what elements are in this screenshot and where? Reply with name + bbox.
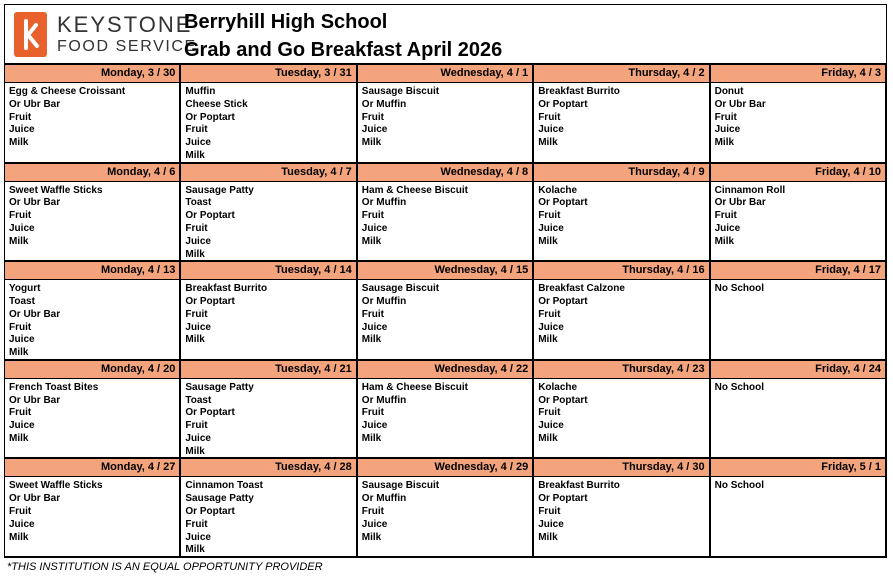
menu-item-list [5, 477, 179, 544]
menu-item: Toast [185, 394, 212, 406]
menu-item: Fruit [714, 210, 737, 222]
menu-header [4, 4, 887, 64]
menu-item-list [5, 280, 179, 360]
menu-item: Milk [185, 334, 205, 346]
menu-item: Cheese Stick [185, 98, 248, 110]
menu-item: Or Poptart [538, 197, 588, 209]
menu-item: Kolache [538, 184, 578, 196]
menu-item: Milk [538, 235, 558, 247]
menu-item: Yogurt [9, 283, 41, 295]
day-cell [711, 361, 887, 460]
menu-item-list [711, 182, 885, 249]
menu-item: Juice [9, 420, 35, 432]
menu-item: Milk [538, 137, 558, 149]
menu-item: Fruit [361, 407, 385, 419]
menu-item: Fruit [9, 111, 32, 123]
menu-item: Fruit [538, 308, 561, 320]
day-cell [5, 459, 181, 558]
menu-item: Juice [9, 334, 35, 346]
logo-name: KEYSTONE [57, 12, 193, 37]
menu-item-list [358, 83, 532, 150]
menu-item-list [5, 83, 179, 150]
day-date-header: Friday, 4 / 3 [711, 65, 885, 83]
menu-item-list [534, 182, 708, 249]
menu-item: Ham & Cheese Biscuit [361, 381, 468, 393]
menu-item: Breakfast Burrito [538, 480, 620, 492]
menu-item: Milk [714, 137, 735, 149]
day-date-header: Monday, 4 / 27 [5, 459, 179, 477]
menu-item: Fruit [361, 505, 385, 517]
menu-item-list [181, 280, 355, 347]
menu-item-list [181, 182, 355, 262]
menu-item-list [358, 477, 532, 544]
menu-item: Milk [361, 334, 382, 346]
day-date-header: Friday, 4 / 10 [711, 164, 885, 182]
menu-item: Or Poptart [185, 295, 235, 307]
day-date-header: Monday, 4 / 13 [5, 262, 179, 280]
menu-item: Or Muffin [361, 98, 407, 110]
day-cell [711, 164, 887, 263]
menu-item: Fruit [361, 210, 385, 222]
day-date-header: Wednesday, 4 / 15 [358, 262, 532, 280]
menu-item: Donut [714, 86, 744, 97]
menu-item: Juice [9, 518, 35, 530]
day-date-header: Monday, 4 / 20 [5, 361, 179, 379]
menu-item: Or Ubr Bar [9, 308, 61, 320]
footer-note: *THIS INSTITUTION IS AN EQUAL OPPORTUNITY PROVIDER [7, 561, 323, 573]
day-cell [358, 65, 534, 164]
menu-item: Sweet Waffle Sticks [9, 184, 103, 196]
day-date-header: Tuesday, 4 / 7 [181, 164, 355, 182]
menu-item: Or Muffin [361, 493, 407, 505]
menu-item: Fruit [538, 407, 561, 419]
menu-item: French Toast Bites [9, 381, 99, 393]
day-cell [5, 262, 181, 361]
menu-item: Juice [9, 222, 35, 234]
menu-item: Breakfast Calzone [538, 283, 625, 295]
menu-item: Fruit [185, 124, 208, 136]
menu-item: Or Ubr Bar [714, 197, 766, 209]
menu-item: Cinnamon Roll [714, 184, 786, 196]
menu-item: Juice [361, 321, 388, 333]
menu-item: Or Poptart [538, 295, 588, 307]
day-cell [5, 65, 181, 164]
menu-item-list [534, 280, 708, 347]
menu-item: Fruit [185, 420, 208, 432]
day-date-header: Friday, 4 / 17 [711, 262, 885, 280]
day-cell [181, 262, 357, 361]
menu-item: Juice [9, 124, 35, 136]
menu-item: Juice [361, 222, 388, 234]
menu-item: Fruit [9, 505, 32, 517]
menu-item: Fruit [361, 308, 385, 320]
menu-item: Milk [185, 544, 205, 556]
day-cell [358, 361, 534, 460]
menu-item: Juice [538, 321, 564, 333]
day-cell [711, 262, 887, 361]
menu-item: Milk [538, 334, 558, 346]
menu-item: Toast [9, 295, 35, 307]
menu-item: Ham & Cheese Biscuit [361, 184, 468, 196]
menu-item: Or Ubr Bar [9, 98, 61, 110]
menu-item-list [711, 477, 885, 493]
day-cell [711, 65, 887, 164]
day-cell [534, 361, 710, 460]
menu-item-list [181, 477, 355, 557]
day-date-header: Friday, 4 / 24 [711, 361, 885, 379]
menu-item: Fruit [185, 518, 208, 530]
day-date-header: Monday, 3 / 30 [5, 65, 179, 83]
menu-item-list [711, 83, 885, 150]
menu-item: Juice [538, 124, 564, 136]
day-cell [358, 262, 534, 361]
day-date-header: Wednesday, 4 / 29 [358, 459, 532, 477]
menu-item-list [534, 477, 708, 544]
day-cell [181, 361, 357, 460]
menu-item: Milk [185, 445, 205, 457]
logo-subtitle: FOOD SERVICE [57, 38, 197, 55]
menu-item: Milk [9, 137, 29, 149]
school-name: Berryhill High School [184, 11, 388, 33]
menu-item-list [711, 280, 885, 296]
menu-item: Or Poptart [185, 111, 235, 123]
menu-item: Sausage Biscuit [361, 283, 440, 295]
menu-item: Kolache [538, 381, 578, 393]
menu-item: Milk [361, 235, 382, 247]
menu-item: Fruit [9, 407, 32, 419]
menu-item: No School [714, 381, 765, 393]
menu-item: Juice [185, 531, 211, 543]
menu-item: Muffin [185, 86, 216, 97]
day-date-header: Tuesday, 4 / 14 [181, 262, 355, 280]
menu-item: Toast [185, 197, 212, 209]
menu-item: Or Poptart [538, 493, 588, 505]
menu-item: Juice [361, 124, 388, 136]
menu-item-list [181, 379, 355, 459]
menu-item: Or Poptart [538, 394, 588, 406]
menu-item: Fruit [538, 111, 561, 123]
menu-item: Or Muffin [361, 394, 407, 406]
menu-item: Fruit [185, 308, 208, 320]
menu-item: Sausage Biscuit [361, 480, 440, 492]
menu-item: Or Muffin [361, 197, 407, 209]
menu-item: Juice [714, 222, 741, 234]
menu-item-list [534, 379, 708, 446]
day-date-header: Tuesday, 4 / 21 [181, 361, 355, 379]
menu-item: Sausage Patty [185, 493, 254, 505]
day-cell [534, 262, 710, 361]
menu-item: Juice [361, 518, 388, 530]
menu-item: Breakfast Burrito [185, 283, 268, 295]
day-cell [534, 164, 710, 263]
day-date-header: Tuesday, 3 / 31 [181, 65, 355, 83]
menu-item: Cinnamon Toast [185, 480, 263, 492]
menu-item: Juice [714, 124, 741, 136]
day-date-header: Wednesday, 4 / 22 [358, 361, 532, 379]
menu-item: Milk [9, 531, 29, 543]
menu-item: Fruit [185, 222, 208, 234]
menu-item: No School [714, 283, 765, 295]
menu-item: Egg & Cheese Croissant [9, 86, 126, 97]
menu-item: Juice [538, 518, 564, 530]
day-cell [534, 459, 710, 558]
day-cell [181, 164, 357, 263]
menu-item: Sausage Patty [185, 381, 254, 393]
menu-item: Juice [185, 235, 211, 247]
menu-item: Milk [9, 347, 29, 359]
day-cell [534, 65, 710, 164]
menu-item: Juice [185, 321, 211, 333]
menu-item: Milk [361, 137, 382, 149]
day-cell [5, 361, 181, 460]
menu-item-list [358, 182, 532, 249]
menu-item: Sausage Patty [185, 184, 254, 196]
day-cell [358, 459, 534, 558]
menu-item: Milk [9, 432, 29, 444]
menu-item: Sausage Biscuit [361, 86, 440, 97]
menu-item: No School [714, 480, 765, 492]
day-cell [358, 164, 534, 263]
day-date-header: Thursday, 4 / 9 [534, 164, 708, 182]
day-date-header: Tuesday, 4 / 28 [181, 459, 355, 477]
day-cell [5, 164, 181, 263]
menu-item: Fruit [9, 210, 32, 222]
day-date-header: Thursday, 4 / 2 [534, 65, 708, 83]
menu-item: Or Muffin [361, 295, 407, 307]
day-date-header: Wednesday, 4 / 8 [358, 164, 532, 182]
menu-item: Or Ubr Bar [9, 493, 61, 505]
menu-item-list [5, 379, 179, 446]
menu-item: Breakfast Burrito [538, 86, 620, 97]
day-date-header: Friday, 5 / 1 [711, 459, 885, 477]
menu-item: Or Ubr Bar [9, 197, 61, 209]
day-cell [711, 459, 887, 558]
menu-item: Or Ubr Bar [714, 98, 766, 110]
calendar-grid [4, 64, 887, 558]
keystone-logo-icon [14, 12, 47, 57]
menu-item: Fruit [538, 505, 561, 517]
day-date-header: Thursday, 4 / 23 [534, 361, 708, 379]
menu-item: Milk [538, 531, 558, 543]
menu-item: Fruit [9, 321, 32, 333]
menu-item-list [358, 379, 532, 446]
day-date-header: Thursday, 4 / 30 [534, 459, 708, 477]
menu-item: Juice [185, 137, 211, 149]
menu-item: Or Poptart [185, 505, 235, 517]
day-date-header: Thursday, 4 / 16 [534, 262, 708, 280]
menu-item: Or Ubr Bar [9, 394, 61, 406]
day-date-header: Wednesday, 4 / 1 [358, 65, 532, 83]
menu-item: Milk [361, 432, 382, 444]
menu-item: Milk [9, 235, 29, 247]
menu-item: Milk [538, 432, 558, 444]
menu-item-list [181, 83, 355, 163]
menu-item: Milk [185, 248, 205, 260]
menu-item: Fruit [361, 111, 385, 123]
menu-item-list [5, 182, 179, 249]
menu-item: Or Poptart [185, 407, 235, 419]
menu-item-list [358, 280, 532, 347]
menu-item: Milk [185, 149, 205, 161]
menu-item-list [534, 83, 708, 150]
day-date-header: Monday, 4 / 6 [5, 164, 179, 182]
menu-item: Milk [361, 531, 382, 543]
menu-item-list [711, 379, 885, 395]
menu-item: Or Poptart [185, 210, 235, 222]
menu-item: Fruit [714, 111, 737, 123]
day-cell [181, 459, 357, 558]
menu-item: Milk [714, 235, 735, 247]
day-cell [181, 65, 357, 164]
menu-item: Sweet Waffle Sticks [9, 480, 103, 492]
menu-item: Fruit [538, 210, 561, 222]
menu-item: Juice [538, 420, 564, 432]
menu-item: Juice [538, 222, 564, 234]
menu-item: Juice [185, 432, 211, 444]
menu-item: Juice [361, 420, 388, 432]
menu-item: Or Poptart [538, 98, 588, 110]
page-title: Grab and Go Breakfast April 2026 [184, 39, 503, 61]
